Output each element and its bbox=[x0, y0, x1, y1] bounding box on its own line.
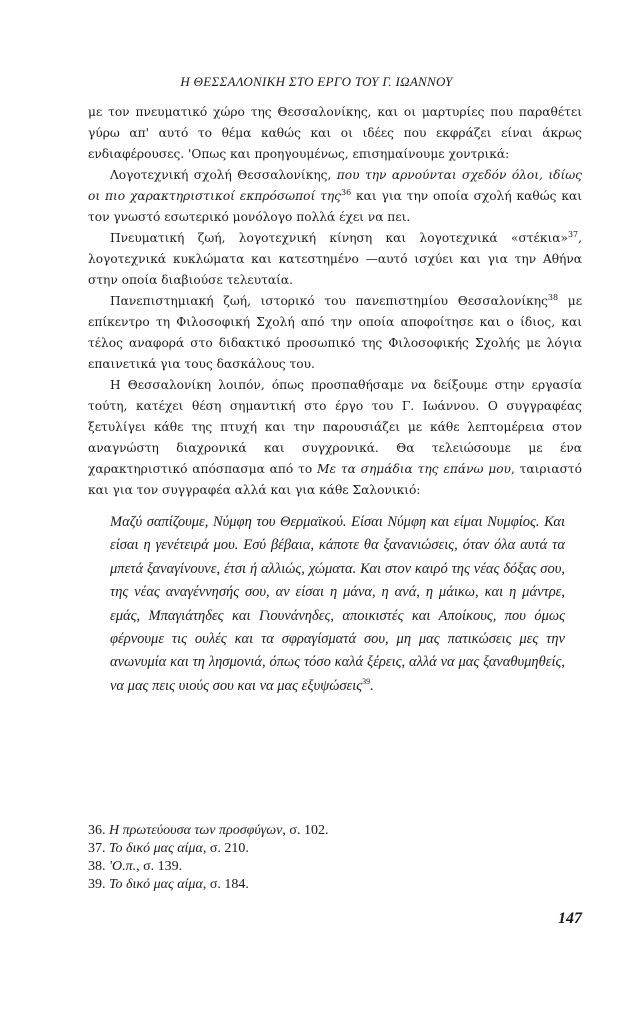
footnote-ref-title: Η πρωτεύουσα των προσφύγων bbox=[109, 823, 283, 838]
footnote-number: 39. bbox=[88, 877, 106, 892]
footnote bbox=[88, 840, 568, 858]
footnote-number: 38. bbox=[88, 859, 106, 874]
paragraph-3-end: , λογοτεχνικά κυκλώματα και κατεστημένο —αυτό ισχύει και για την Αθήνα στην οποία διαβιούσε τελευταία. bbox=[88, 231, 582, 287]
footnote-ref-37: 37 bbox=[567, 229, 579, 239]
body-text bbox=[88, 102, 582, 501]
paragraph-2-italic: που την αρνούνται σχεδόν όλοι, ιδίως οι πιο χαρακτηριστικοί εκπρόσωποί της bbox=[88, 168, 582, 203]
footnote-ref-title: Το δικό μας αίμα bbox=[109, 841, 203, 856]
paragraph-5-end: , ταιριαστό και για τον συγγραφέα αλλά και για κάθε Σαλονικιό: bbox=[88, 462, 583, 497]
paragraph-5-start: Η Θεσσαλονίκη λοιπόν, όπως προσπαθήσαμε να δείξουμε στην εργασία τούτη, κατέχει θέση σημαντική στο έργο του Γ. Ιωάννου. Ο συγγραφέας ξετυλίγει κάθε της πτυχή και την παρουσιάζει με κάθε λεπτομέρεια στον αναγνώστη διαχρονικά και συγχρονικά. Θα τελειώσουμε με ένα χαρακτηριστικό απόσπασμα από το bbox=[88, 378, 582, 476]
footnote bbox=[88, 876, 568, 894]
paragraph-2 bbox=[88, 165, 582, 228]
footnote-ref-title: 'Ο.π. bbox=[109, 859, 137, 874]
footnote-ref-39: 39 bbox=[362, 677, 371, 687]
footnote-ref-38: 38 bbox=[547, 292, 559, 302]
footnote bbox=[88, 822, 568, 840]
footnote-page: , σ. 102. bbox=[282, 823, 329, 838]
paragraph-4 bbox=[88, 291, 582, 375]
paragraph-4-start: Πανεπιστημιακή ζωή, ιστορικό του πανεπιστημίου Θεσσαλονίκης bbox=[110, 294, 548, 308]
quote-text: Μαζύ σαπίζουμε, Νύμφη του Θερμαϊκού. Είσαι Νύμφη και είμαι Νυμφίος. Και είσαι η γενέτειρά μου. Εσύ βέβαια, κάποτε θα ξανανιώσεις, όταν όλα αυτά τα μπετά ξαναγίνουνε, έτσι ή αλλιώς, χώματα. Και στον καιρό της νέας δόξας σου, της νέας αναγέννησής σου, αν είσαι η μάνα, η ανά, η μάικω, και η μάντρε, εμάς, Μπαγιάτηδες και Γιουνάνηδες, αποικιστές και Αποίκους, που όμως φέρνουμε τις ουλές και τα σφραγίσματά σου, μη μας πατικώσεις μες την ανωνυμία και τη λησμονιά, όπως τόσο καλά ξέρεις, αλλά να μας ξαναθυμηθείς, να μας πεις υιούς σου και να μας εξυψώσεις bbox=[110, 514, 565, 694]
footnote-page: , σ. 184. bbox=[202, 877, 249, 892]
footnote-number: 36. bbox=[88, 823, 106, 838]
footnote-number: 37. bbox=[88, 841, 106, 856]
paragraph-3-start: Πνευματική ζωή, λογοτεχνική κίνηση και λογοτεχνικά «στέκια» bbox=[110, 231, 568, 245]
paragraph-3 bbox=[88, 228, 582, 291]
footnotes bbox=[88, 822, 568, 894]
paragraph-2-start: Λογοτεχνική σχολή Θεσσαλονίκης, bbox=[110, 168, 337, 182]
footnote-ref-title: Το δικό μας αίμα bbox=[109, 877, 203, 892]
running-head: Η ΘΕΣΣΑΛΟΝΙΚΗ ΣΤΟ ΕΡΓΟ ΤΟΥ Γ. ΙΩΑΝΝΟΥ bbox=[180, 74, 453, 89]
paragraph-5 bbox=[88, 375, 582, 501]
book-title-italic: Με τα σημάδια της επάνω μου bbox=[317, 462, 511, 476]
quote-end: . bbox=[370, 677, 374, 694]
footnote-page: , σ. 210. bbox=[202, 841, 249, 856]
footnote bbox=[88, 858, 568, 876]
block-quote bbox=[110, 511, 565, 698]
footnote-page: , σ. 139. bbox=[136, 859, 183, 874]
paragraph-4-end: με επίκεντρο τη Φιλοσοφική Σχολή από την οποία αποφοίτησε και ο ίδιος, και τέλος αναφορά στο διδακτικό προσωπικό της Φιλοσοφικής Σχολής με λόγια επαινετικά για τους δασκάλους του. bbox=[88, 294, 583, 371]
paragraph-1: με τον πνευματικό χώρο της Θεσσαλονίκης, και οι μαρτυρίες που παραθέτει γύρω απ' αυτό το θέμα καθώς και οι ιδέες που εκφράζει είναι άκρως ενδιαφέρουσες. 'Οπως και προηγουμένως, επισημαίνουμε χοντρικά: bbox=[88, 105, 582, 161]
paragraph-2-end: και για την οποία σχολή καθώς και τον γνωστό εσωτερικό μονόλογο πολλά έχει να πει. bbox=[88, 189, 582, 224]
footnote-ref-36: 36 bbox=[340, 187, 352, 197]
page-number: 147 bbox=[558, 910, 582, 927]
